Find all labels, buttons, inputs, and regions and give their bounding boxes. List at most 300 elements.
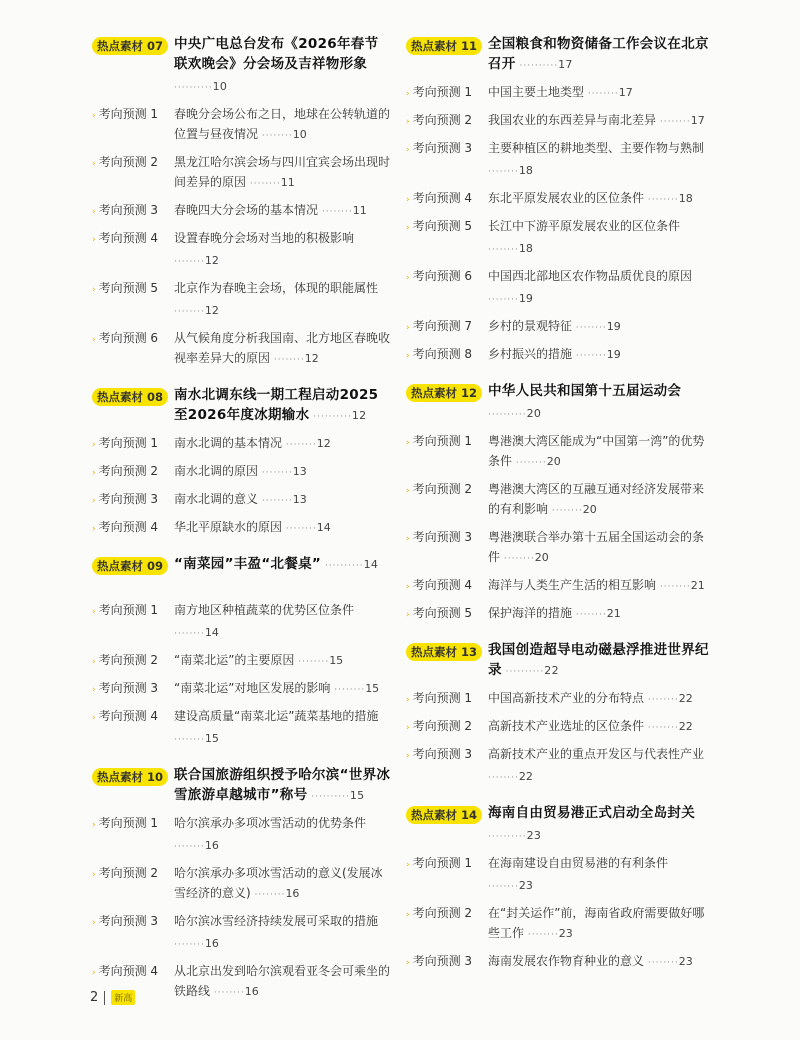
- toc-entry[interactable]: [92, 911, 392, 955]
- chevron-right-icon: ›: [406, 438, 410, 448]
- entry-title: 南水北调的原因: [174, 464, 259, 478]
- toc-entry[interactable]: [406, 903, 712, 945]
- entry-title: 华北平原缺水的原因: [174, 520, 283, 534]
- page-footer: [90, 990, 135, 1005]
- toc-entry[interactable]: [92, 200, 392, 222]
- entry-label: [92, 600, 158, 622]
- entry-label: [92, 911, 158, 933]
- chevron-right-icon: ›: [92, 918, 96, 928]
- leader-dots: ········: [572, 323, 607, 333]
- entry-title: 从气候角度分析我国南、北方地区春晚收视率差异大的原因: [174, 331, 391, 365]
- leader-dots: ········: [258, 131, 293, 141]
- leader-dots: ··········: [174, 83, 213, 93]
- entry-page-number: 23: [558, 927, 573, 940]
- toc-entry[interactable]: [406, 138, 712, 182]
- chevron-right-icon: ›: [406, 860, 410, 870]
- brand-logo: 新高: [111, 990, 135, 1005]
- entry-page-number: 16: [204, 839, 219, 852]
- entry-page-number: 11: [280, 176, 295, 189]
- section-page-number: 15: [349, 789, 365, 802]
- entry-page-number: 12: [316, 437, 331, 450]
- leader-dots: ··········: [488, 410, 527, 420]
- section-title[interactable]: [174, 765, 392, 807]
- entry-title: 中国主要土地类型: [488, 85, 585, 99]
- toc-entry[interactable]: [92, 489, 392, 511]
- section-header[interactable]: [406, 34, 712, 76]
- leader-dots: ········: [644, 723, 679, 733]
- badge-number: 12: [461, 386, 478, 400]
- section-title-text: 我国创造超导电动磁悬浮推进世界纪录: [488, 642, 709, 678]
- entry-page-number: 12: [204, 304, 219, 317]
- entry-text: [488, 316, 712, 338]
- leader-dots: ··········: [488, 832, 527, 842]
- entry-page-number: 18: [518, 164, 533, 177]
- entry-label: [406, 344, 472, 366]
- toc-entry[interactable]: [406, 575, 712, 597]
- entry-text: [488, 479, 712, 521]
- entry-text: [174, 650, 392, 672]
- toc-entry[interactable]: [406, 216, 712, 260]
- entry-text: [174, 278, 392, 322]
- section-badge: [92, 388, 168, 406]
- section-page-number: 14: [363, 558, 379, 571]
- leader-dots: ········: [500, 554, 535, 564]
- entry-label-text: 考向预测 4: [98, 520, 159, 534]
- entry-title: 乡村的景观特征: [488, 319, 573, 333]
- entry-text: [488, 603, 712, 625]
- entry-text: [488, 688, 712, 710]
- toc-entry[interactable]: [406, 603, 712, 625]
- entry-page-number: 15: [204, 732, 219, 745]
- entry-label: [406, 688, 472, 710]
- leader-dots: ········: [258, 468, 293, 478]
- toc-entry[interactable]: [406, 110, 712, 132]
- entry-label: [406, 266, 472, 288]
- badge-number: 14: [461, 808, 478, 822]
- section-title-text: 南水北调东线一期工程启动2025至2026年度冰期输水: [174, 387, 379, 423]
- entry-title: 乡村振兴的措施: [488, 347, 573, 361]
- badge-prefix: 热点素材: [97, 390, 143, 404]
- chevron-right-icon: ›: [406, 534, 410, 544]
- entry-label-text: 考向预测 1: [98, 107, 159, 121]
- section-header[interactable]: [406, 803, 712, 847]
- entry-text: [488, 344, 712, 366]
- entry-page-number: 16: [285, 887, 300, 900]
- entry-text: [488, 266, 712, 310]
- entry-label: [406, 479, 472, 501]
- chevron-right-icon: ›: [92, 685, 96, 695]
- entry-text: [174, 152, 392, 194]
- entry-page-number: 16: [244, 985, 259, 998]
- toc-entry[interactable]: [406, 716, 712, 738]
- badge-prefix: 热点素材: [97, 39, 143, 53]
- entry-text: [174, 706, 392, 750]
- entry-page-number: 10: [292, 128, 307, 141]
- toc-entry[interactable]: [92, 961, 392, 1003]
- entry-title: 在海南建设自由贸易港的有利条件: [488, 856, 669, 870]
- contents-column-left: [92, 34, 392, 1018]
- leader-dots: ··········: [309, 412, 352, 422]
- entry-label-text: 考向预测 1: [98, 436, 159, 450]
- entry-label-text: 考向预测 4: [98, 709, 159, 723]
- section-badge: [406, 643, 482, 661]
- entry-page-number: 20: [582, 503, 597, 516]
- leader-dots: ········: [174, 307, 205, 317]
- section-badge: [406, 384, 482, 402]
- entry-text: [488, 575, 712, 597]
- entry-text: [488, 431, 712, 473]
- leader-dots: ········: [488, 295, 519, 305]
- entry-label-text: 考向预测 3: [412, 530, 473, 544]
- chevron-right-icon: ›: [92, 335, 96, 345]
- chevron-right-icon: ›: [92, 607, 96, 617]
- toc-entry[interactable]: [92, 104, 392, 146]
- entry-label-text: 考向预测 2: [412, 719, 473, 733]
- section-page-number: 22: [544, 664, 559, 677]
- entry-label-text: 考向预测 2: [98, 653, 159, 667]
- entry-text: [488, 216, 712, 260]
- section-title[interactable]: [488, 803, 712, 847]
- section-badge: [92, 768, 168, 786]
- toc-entry[interactable]: [92, 517, 392, 539]
- entry-text: [174, 104, 392, 146]
- toc-entry[interactable]: [92, 650, 392, 672]
- chevron-right-icon: ›: [92, 111, 96, 121]
- entry-text: [488, 903, 712, 945]
- section-page-number: 20: [526, 407, 542, 420]
- leader-dots: ········: [174, 257, 205, 267]
- entry-label: [92, 489, 158, 511]
- leader-dots: ········: [174, 842, 205, 852]
- entry-text: [174, 328, 392, 370]
- entry-text: [174, 813, 392, 857]
- toc-entry[interactable]: [406, 316, 712, 338]
- chevron-right-icon: ›: [406, 223, 410, 233]
- section-title-text: 海南自由贸易港正式启动全岛封关: [488, 805, 695, 821]
- section-header[interactable]: [92, 554, 392, 594]
- entry-text: [174, 517, 392, 539]
- leader-dots: ········: [330, 685, 366, 695]
- toc-entry[interactable]: [92, 678, 392, 700]
- entry-page-number: 20: [546, 455, 561, 468]
- chevron-right-icon: ›: [92, 285, 96, 295]
- entry-title: 高新技术产业选址的区位条件: [488, 719, 645, 733]
- chevron-right-icon: ›: [92, 207, 96, 217]
- toc-entry[interactable]: [92, 152, 392, 194]
- toc-entry[interactable]: [406, 853, 712, 897]
- toc-entry[interactable]: [406, 527, 712, 569]
- entry-label-text: 考向预测 5: [412, 606, 473, 620]
- entry-label: [406, 527, 472, 549]
- entry-title: 北京作为春晚主会场，体现的职能属性: [174, 281, 379, 295]
- chevron-right-icon: ›: [92, 496, 96, 506]
- toc-entry[interactable]: [406, 431, 712, 473]
- section-badge: [406, 37, 482, 55]
- section-title[interactable]: [488, 34, 712, 76]
- entry-label-text: 考向预测 3: [412, 141, 473, 155]
- toc-section: [92, 34, 392, 370]
- section-header[interactable]: [406, 381, 712, 425]
- entry-label-text: 考向预测 2: [412, 113, 473, 127]
- badge-number: 08: [147, 390, 164, 404]
- entry-page-number: 23: [678, 955, 693, 968]
- leader-dots: ········: [488, 245, 519, 255]
- entry-page-number: 13: [292, 465, 307, 478]
- section-header[interactable]: [92, 765, 392, 807]
- section-title[interactable]: [174, 385, 392, 427]
- leader-dots: ········: [174, 629, 205, 639]
- entry-label-text: 考向预测 1: [98, 603, 159, 617]
- entry-title: 中国西北部地区农作物品质优良的原因: [488, 269, 693, 283]
- leader-dots: ········: [644, 695, 679, 705]
- entry-label: [406, 716, 472, 738]
- entry-label: [92, 706, 158, 728]
- toc-section: [406, 640, 712, 788]
- entry-label: [92, 863, 158, 885]
- leader-dots: ········: [572, 610, 607, 620]
- entry-label: [92, 517, 158, 539]
- entry-label-text: 考向预测 2: [98, 155, 159, 169]
- entry-title: 中国高新技术产业的分布特点: [488, 691, 645, 705]
- entry-page-number: 14: [204, 626, 219, 639]
- toc-entry[interactable]: [92, 328, 392, 370]
- entry-title: 粤港澳大湾区的互融互通对经济发展带来的有利影响: [488, 482, 705, 516]
- entry-label: [92, 228, 158, 250]
- entry-label: [92, 104, 158, 126]
- section-page-number: 12: [351, 409, 367, 422]
- entry-label: [406, 575, 472, 597]
- entry-page-number: 21: [690, 579, 705, 592]
- chevron-right-icon: ›: [92, 657, 96, 667]
- leader-dots: ········: [258, 496, 293, 506]
- entry-label-text: 考向预测 6: [98, 331, 159, 345]
- entry-page-number: 12: [304, 352, 319, 365]
- entry-page-number: 22: [678, 692, 693, 705]
- entry-label: [406, 431, 472, 453]
- chevron-right-icon: ›: [406, 273, 410, 283]
- leader-dots: ··········: [501, 667, 545, 677]
- toc-entry[interactable]: [406, 688, 712, 710]
- entry-label-text: 考向预测 4: [412, 191, 473, 205]
- entry-text: [488, 951, 712, 973]
- section-title-text: 联合国旅游组织授予哈尔滨“世界冰雪旅游卓越城市”称号: [174, 767, 391, 803]
- entry-title: 设置春晚分会场对当地的积极影响: [174, 231, 355, 245]
- section-page-number: 10: [212, 80, 228, 93]
- entry-title: 哈尔滨冰雪经济持续发展可采取的措施: [174, 914, 379, 928]
- section-header[interactable]: [92, 34, 392, 98]
- entry-text: [488, 188, 712, 210]
- toc-entry[interactable]: [92, 863, 392, 905]
- entry-page-number: 17: [618, 86, 633, 99]
- section-header[interactable]: [406, 640, 712, 682]
- entry-text: [174, 461, 392, 483]
- toc-entry[interactable]: [92, 278, 392, 322]
- toc-entry[interactable]: [92, 228, 392, 272]
- entry-title: 长江中下游平原发展农业的区位条件: [488, 219, 681, 233]
- section-page-number: 23: [526, 829, 542, 842]
- section-header[interactable]: [92, 385, 392, 427]
- entry-text: [174, 489, 392, 511]
- leader-dots: ········: [318, 207, 353, 217]
- chevron-right-icon: ›: [92, 524, 96, 534]
- leader-dots: ········: [174, 940, 205, 950]
- chevron-right-icon: ›: [406, 89, 410, 99]
- entry-title: 哈尔滨承办多项冰雪活动的优势条件: [174, 816, 367, 830]
- section-badge: [406, 806, 482, 824]
- entry-label: [406, 138, 472, 160]
- entry-title: 粤港澳联合举办第十五届全国运动会的条件: [488, 530, 705, 564]
- badge-number: 13: [461, 645, 478, 659]
- chevron-right-icon: ›: [92, 440, 96, 450]
- badge-prefix: 热点素材: [411, 39, 457, 53]
- entry-label: [92, 678, 158, 700]
- entry-text: [488, 744, 712, 788]
- entry-title: 从北京出发到哈尔滨观看亚冬会可乘坐的铁路线: [174, 964, 391, 998]
- leader-dots: ··········: [515, 61, 559, 71]
- toc-entry[interactable]: [92, 461, 392, 483]
- leader-dots: ········: [294, 657, 330, 667]
- toc-entry[interactable]: [406, 188, 712, 210]
- entry-label-text: 考向预测 4: [98, 231, 159, 245]
- footer-divider: [104, 991, 105, 1005]
- entry-title: 南水北调的基本情况: [174, 436, 283, 450]
- section-title[interactable]: [174, 554, 392, 576]
- toc-entry[interactable]: [406, 82, 712, 104]
- entry-label: [92, 278, 158, 300]
- section-title[interactable]: [488, 381, 712, 425]
- entry-page-number: 11: [352, 204, 367, 217]
- entry-text: [174, 678, 392, 700]
- entry-label: [406, 853, 472, 875]
- leader-dots: ········: [656, 117, 691, 127]
- leader-dots: ········: [524, 930, 559, 940]
- entry-label-text: 考向预测 3: [412, 954, 473, 968]
- entry-label: [406, 188, 472, 210]
- entry-title: 在“封关运作”前，海南省政府需要做好哪些工作: [488, 906, 705, 940]
- badge-prefix: 热点素材: [97, 559, 143, 573]
- section-title-text: 中华人民共和国第十五届运动会: [488, 383, 682, 399]
- entry-title: “南菜北运”对地区发展的影响: [174, 681, 331, 695]
- toc-entry[interactable]: [406, 744, 712, 788]
- entry-title: 我国农业的东西差异与南北差异: [488, 113, 657, 127]
- entry-page-number: 15: [365, 682, 380, 695]
- entry-title: 春晚四大分会场的基本情况: [174, 203, 319, 217]
- entry-text: [174, 863, 392, 905]
- chevron-right-icon: ›: [406, 486, 410, 496]
- leader-dots: ········: [246, 179, 281, 189]
- page-number: 2: [90, 990, 99, 1005]
- entry-label: [406, 110, 472, 132]
- toc-entry[interactable]: [406, 479, 712, 521]
- entry-label-text: 考向预测 4: [98, 964, 159, 978]
- badge-prefix: 热点素材: [411, 645, 457, 659]
- entry-text: [174, 433, 392, 455]
- toc-entry[interactable]: [406, 266, 712, 310]
- chevron-right-icon: ›: [92, 820, 96, 830]
- entry-text: [174, 600, 392, 644]
- leader-dots: ··········: [307, 792, 350, 802]
- contents-column-right: [406, 34, 712, 988]
- toc-section: [92, 385, 392, 539]
- entry-page-number: 12: [204, 254, 219, 267]
- entry-text: [488, 138, 712, 182]
- entry-label: [92, 433, 158, 455]
- entry-label-text: 考向预测 1: [412, 85, 473, 99]
- entry-label-text: 考向预测 1: [412, 434, 473, 448]
- section-page-number: 17: [558, 58, 573, 71]
- entry-page-number: 16: [204, 937, 219, 950]
- entry-label-text: 考向预测 4: [412, 578, 473, 592]
- entry-page-number: 19: [606, 348, 621, 361]
- toc-section: [92, 765, 392, 1003]
- section-badge: [92, 37, 168, 55]
- entry-label: [406, 951, 472, 973]
- section-title[interactable]: [488, 640, 712, 682]
- chevron-right-icon: ›: [92, 968, 96, 978]
- chevron-right-icon: ›: [406, 195, 410, 205]
- entry-page-number: 19: [606, 320, 621, 333]
- entry-label-text: 考向预测 1: [98, 816, 159, 830]
- toc-section: [406, 34, 712, 366]
- entry-label: [92, 461, 158, 483]
- leader-dots: ········: [548, 506, 583, 516]
- toc-entry[interactable]: [406, 951, 712, 973]
- entry-label: [406, 316, 472, 338]
- entry-text: [488, 527, 712, 569]
- entry-label-text: 考向预测 7: [412, 319, 473, 333]
- badge-number: 10: [147, 770, 164, 784]
- entry-label-text: 考向预测 2: [98, 866, 159, 880]
- entry-label-text: 考向预测 2: [98, 464, 159, 478]
- entry-text: [488, 110, 712, 132]
- entry-title: 高新技术产业的重点开发区与代表性产业: [488, 747, 705, 761]
- toc-entry[interactable]: [92, 706, 392, 750]
- entry-label: [406, 82, 472, 104]
- toc-entry[interactable]: [92, 433, 392, 455]
- entry-title: 春晚分会场公布之日，地球在公转轨道的位置与昼夜情况: [174, 107, 391, 141]
- entry-label: [92, 200, 158, 222]
- leader-dots: ········: [488, 882, 519, 892]
- toc-entry[interactable]: [92, 813, 392, 857]
- badge-number: 07: [147, 39, 164, 53]
- entry-label-text: 考向预测 1: [412, 856, 473, 870]
- leader-dots: ········: [656, 582, 691, 592]
- leader-dots: ········: [512, 458, 547, 468]
- entry-label-text: 考向预测 3: [98, 492, 159, 506]
- toc-section: [92, 554, 392, 750]
- chevron-right-icon: ›: [406, 958, 410, 968]
- entry-label: [406, 744, 472, 766]
- leader-dots: ········: [174, 735, 205, 745]
- entry-label-text: 考向预测 3: [98, 914, 159, 928]
- entry-page-number: 19: [518, 292, 533, 305]
- badge-prefix: 热点素材: [411, 808, 457, 822]
- entry-label: [92, 328, 158, 350]
- leader-dots: ········: [282, 524, 317, 534]
- section-title[interactable]: [174, 34, 392, 98]
- toc-entry[interactable]: [406, 344, 712, 366]
- entry-page-number: 14: [316, 521, 331, 534]
- chevron-right-icon: ›: [92, 235, 96, 245]
- entry-title: 海洋与人类生产生活的相互影响: [488, 578, 657, 592]
- entry-page-number: 20: [534, 551, 549, 564]
- entry-page-number: 18: [518, 242, 533, 255]
- toc-entry[interactable]: [92, 600, 392, 644]
- leader-dots: ········: [644, 958, 679, 968]
- chevron-right-icon: ›: [406, 351, 410, 361]
- entry-label: [92, 813, 158, 835]
- entry-label-text: 考向预测 6: [412, 269, 473, 283]
